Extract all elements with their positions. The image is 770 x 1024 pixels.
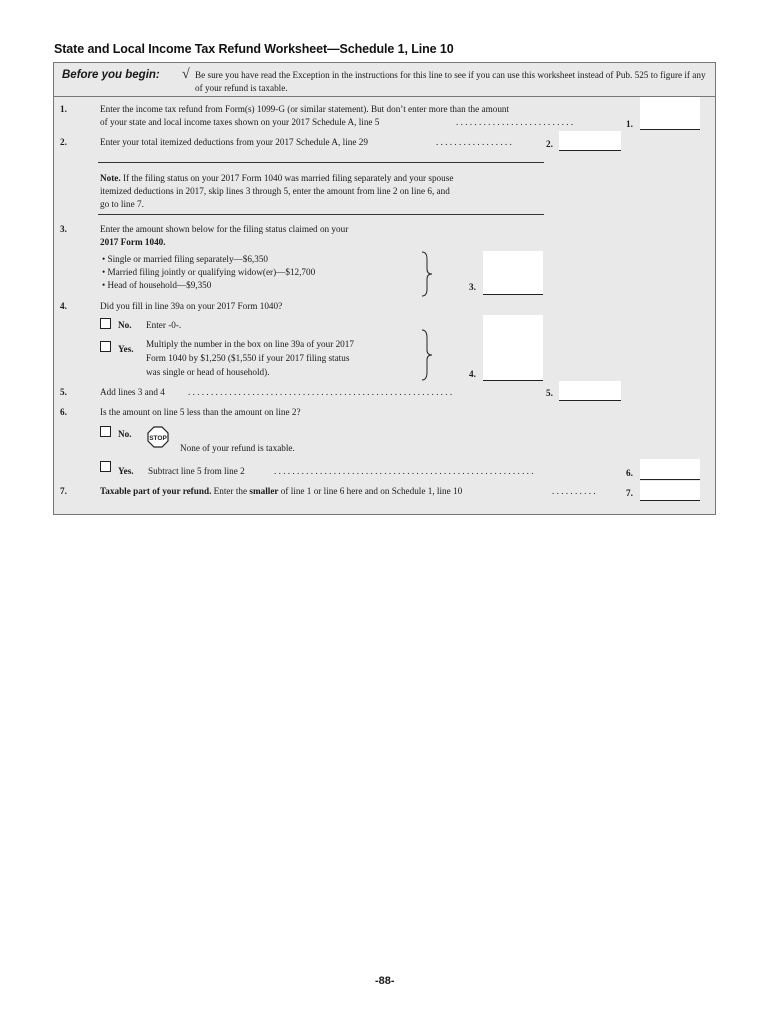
- line-1-text-a: Enter the income tax refund from Form(s) 1099-G (or similar statement). But don’t enter more than the amount: [100, 104, 510, 114]
- line-7-bold-text: Taxable part of your refund.: [100, 486, 212, 496]
- before-you-begin-heading: Before you begin:: [62, 69, 160, 81]
- line-4-no-text: Enter -0-.: [146, 320, 182, 330]
- stop-sign-icon: [147, 426, 169, 448]
- line-6-yes-checkbox[interactable]: [100, 461, 111, 472]
- worksheet-title: State and Local Income Tax Refund Worksheet—Schedule 1, Line 10: [54, 42, 454, 56]
- line-6-no-checkbox[interactable]: [100, 426, 111, 437]
- line-4-text: Did you fill in line 39a on your 2017 Form 1040?: [100, 301, 283, 311]
- line-5-number: 5.: [60, 387, 67, 397]
- line-4-no-label: No.: [118, 320, 132, 330]
- line-3-bullet-3-text: Head of household—$9,350: [107, 280, 212, 290]
- line-1-number: 1.: [60, 104, 67, 114]
- line-1-label: 1.: [626, 119, 633, 129]
- line-4-yes-text-c: was single or head of household).: [146, 367, 270, 377]
- line-3-amount-field[interactable]: [483, 251, 543, 295]
- line-3-text-a: Enter the amount shown below for the filing status claimed on your: [100, 224, 349, 234]
- line-7-text-b: of line 1 or line 6 here and on Schedule 1, line 10: [280, 486, 463, 496]
- line-1-leader-dots: . . . . . . . . . . . . . . . . . . . . . . . . . .: [456, 117, 574, 127]
- line-2-leader-dots: . . . . . . . . . . . . . . . . .: [436, 137, 512, 147]
- line-6-leader-dots: . . . . . . . . . . . . . . . . . . . . . . . . . . . . . . . . . . . . . . . . . . . . . . . . . . . . . . . . .: [274, 466, 534, 476]
- note-bold-label: Note.: [100, 173, 121, 183]
- line-7-text: [100, 485, 462, 498]
- line-4-yes-text-b: Form 1040 by $1,250 ($1,550 if your 2017 filing status: [146, 353, 350, 363]
- note-text-a-body: If the filing status on your 2017 Form 1040 was married filing separately and your spouse: [122, 173, 454, 183]
- line-6-label: 6.: [626, 468, 633, 478]
- note-top-rule: [98, 162, 544, 163]
- line-4-amount-field[interactable]: [483, 315, 543, 381]
- line-6-no-label: No.: [118, 429, 132, 439]
- line-2-text: Enter your total itemized deductions from your 2017 Schedule A, line 29: [100, 137, 368, 147]
- line-2-amount-field[interactable]: [559, 131, 621, 151]
- line-6-amount-field[interactable]: [640, 459, 700, 480]
- line-7-leader-dots: . . . . . . . . . .: [552, 486, 596, 496]
- worksheet-panel: [53, 62, 716, 515]
- line-7-smaller-text: smaller: [249, 486, 279, 496]
- line-5-leader-dots: . . . . . . . . . . . . . . . . . . . . . . . . . . . . . . . . . . . . . . . . . . . . . . . . . . . . . . . . . .: [188, 387, 453, 397]
- line-7-label: 7.: [626, 488, 633, 498]
- note-text-b: itemized deductions in 2017, skip lines 3 through 5, enter the amount from line 2 on line 6, and: [100, 186, 450, 196]
- before-you-begin-text: Be sure you have read the Exception in the instructions for this line to see if you can use this worksheet instead of Pub. 525 to figure if any of your refund is taxable.: [195, 70, 706, 93]
- line-3-bullet-2-text: Married filing jointly or qualifying widow(er)—$12,700: [107, 267, 316, 277]
- line-3-text-b: [100, 236, 166, 249]
- line-6-text: Is the amount on line 5 less than the amount on line 2?: [100, 407, 301, 417]
- line-7-number: 7.: [60, 486, 67, 496]
- line-4-label: 4.: [469, 369, 476, 379]
- line-3-bullet-1-text: Single or married filing separately—$6,350: [107, 254, 269, 264]
- line-2-number: 2.: [60, 137, 67, 147]
- line-3-brace: [420, 251, 434, 297]
- line-6-no-text: None of your refund is taxable.: [180, 443, 295, 453]
- line-1-amount-field[interactable]: [640, 97, 700, 130]
- page-number: -88-: [375, 975, 395, 987]
- line-1-text-b: of your state and local income taxes shown on your 2017 Schedule A, line 5: [100, 117, 380, 127]
- note-text-a: [100, 172, 453, 185]
- stop-sign-text: STOP: [149, 435, 167, 442]
- line-4-yes-label: Yes.: [118, 344, 134, 354]
- line-3-bullet-3: • Head of household—$9,350: [102, 280, 212, 290]
- before-you-begin-section: [54, 63, 715, 97]
- line-5-label: 5.: [546, 388, 553, 398]
- line-5-amount-field[interactable]: [559, 381, 621, 401]
- line-6-number: 6.: [60, 407, 67, 417]
- line-6-yes-label: Yes.: [118, 466, 134, 476]
- line-7-amount-field[interactable]: [640, 481, 700, 501]
- line-5-text: Add lines 3 and 4: [100, 387, 165, 397]
- line-4-yes-text-a: Multiply the number in the box on line 39a of your 2017: [146, 339, 354, 349]
- line-4-no-checkbox[interactable]: [100, 318, 111, 329]
- line-3-text-b-body: 2017 Form 1040.: [100, 237, 166, 247]
- line-4-brace: [420, 329, 434, 381]
- line-4-number: 4.: [60, 301, 67, 311]
- line-3-bullet-1: • Single or married filing separately—$6,350: [102, 254, 269, 264]
- checkmark-icon: √: [182, 67, 190, 82]
- note-text-c: go to line 7.: [100, 199, 144, 209]
- line-6-yes-text: Subtract line 5 from line 2: [148, 466, 245, 476]
- line-2-label: 2.: [546, 139, 553, 149]
- line-7-text-a: Enter the: [213, 486, 248, 496]
- line-4-yes-checkbox[interactable]: [100, 341, 111, 352]
- line-3-number: 3.: [60, 224, 67, 234]
- line-3-bullet-2: • Married filing jointly or qualifying widow(er)—$12,700: [102, 267, 316, 277]
- note-bottom-rule: [98, 214, 544, 215]
- line-3-label: 3.: [469, 282, 476, 292]
